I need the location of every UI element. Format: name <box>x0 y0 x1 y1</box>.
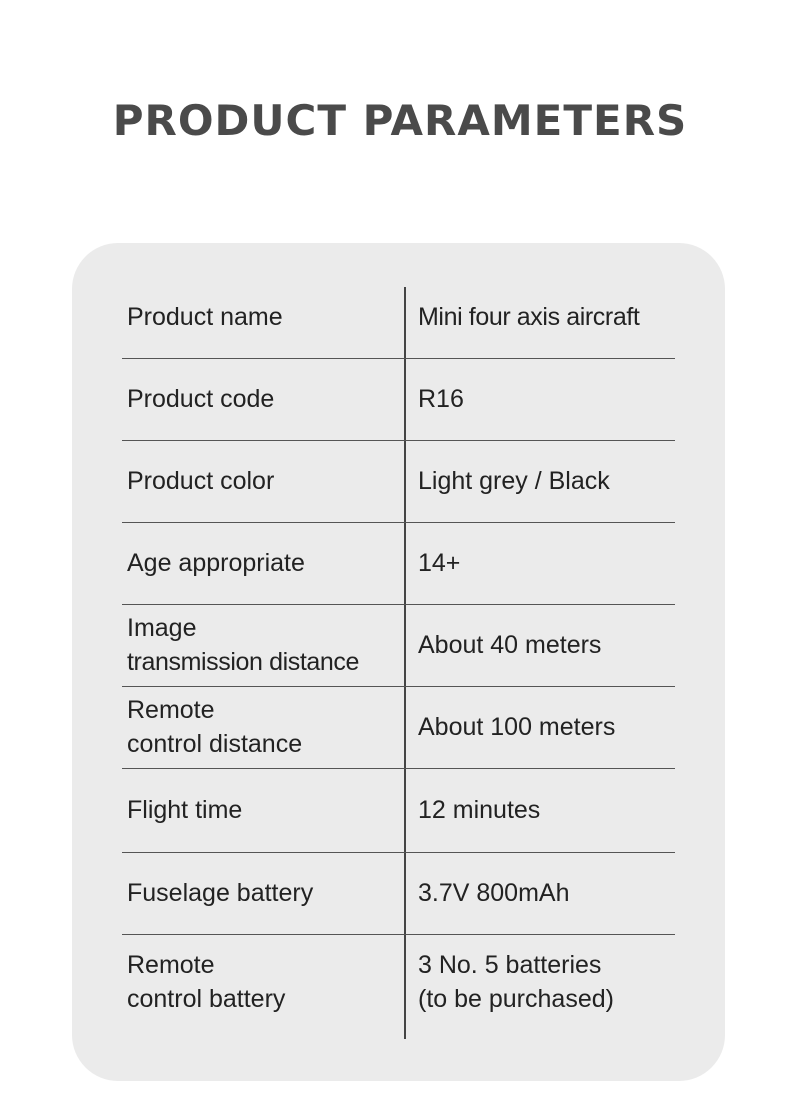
row-label: Product name <box>127 303 283 331</box>
row-label: Image transmission distance <box>127 614 359 676</box>
table-row-flight-time <box>122 768 675 853</box>
table-row-image-transmission-distance <box>122 604 675 687</box>
table-row-product-code <box>122 358 675 441</box>
row-value: 14+ <box>418 549 461 577</box>
row-value: 12 minutes <box>418 796 541 824</box>
row-label: Remote control battery <box>127 951 286 1013</box>
row-value: About 100 meters <box>418 713 616 741</box>
row-label: Fuselage battery <box>127 879 314 907</box>
row-label: Product code <box>127 385 275 413</box>
table-row-remote-control-battery <box>122 934 675 1042</box>
row-value: About 40 meters <box>418 631 602 659</box>
row-label: Remote control distance <box>127 696 303 758</box>
parameters-card <box>72 243 725 1081</box>
row-value: 3.7V 800mAh <box>418 879 570 907</box>
table-row-remote-control-distance <box>122 686 675 769</box>
table-row-product-name <box>122 276 675 359</box>
row-value: 3 No. 5 batteries (to be purchased) <box>418 951 614 1013</box>
page-title: PRODUCT PARAMETERS <box>112 96 688 145</box>
row-value: Light grey / Black <box>418 467 610 495</box>
row-label: Flight time <box>127 796 243 824</box>
row-label: Age appropriate <box>127 549 305 577</box>
table-row-age-appropriate <box>122 522 675 605</box>
row-value: Mini four axis aircraft <box>418 303 640 331</box>
row-value: R16 <box>418 385 464 413</box>
row-label: Product color <box>127 467 275 495</box>
table-row-fuselage-battery <box>122 852 675 935</box>
table-row-product-color <box>122 440 675 523</box>
